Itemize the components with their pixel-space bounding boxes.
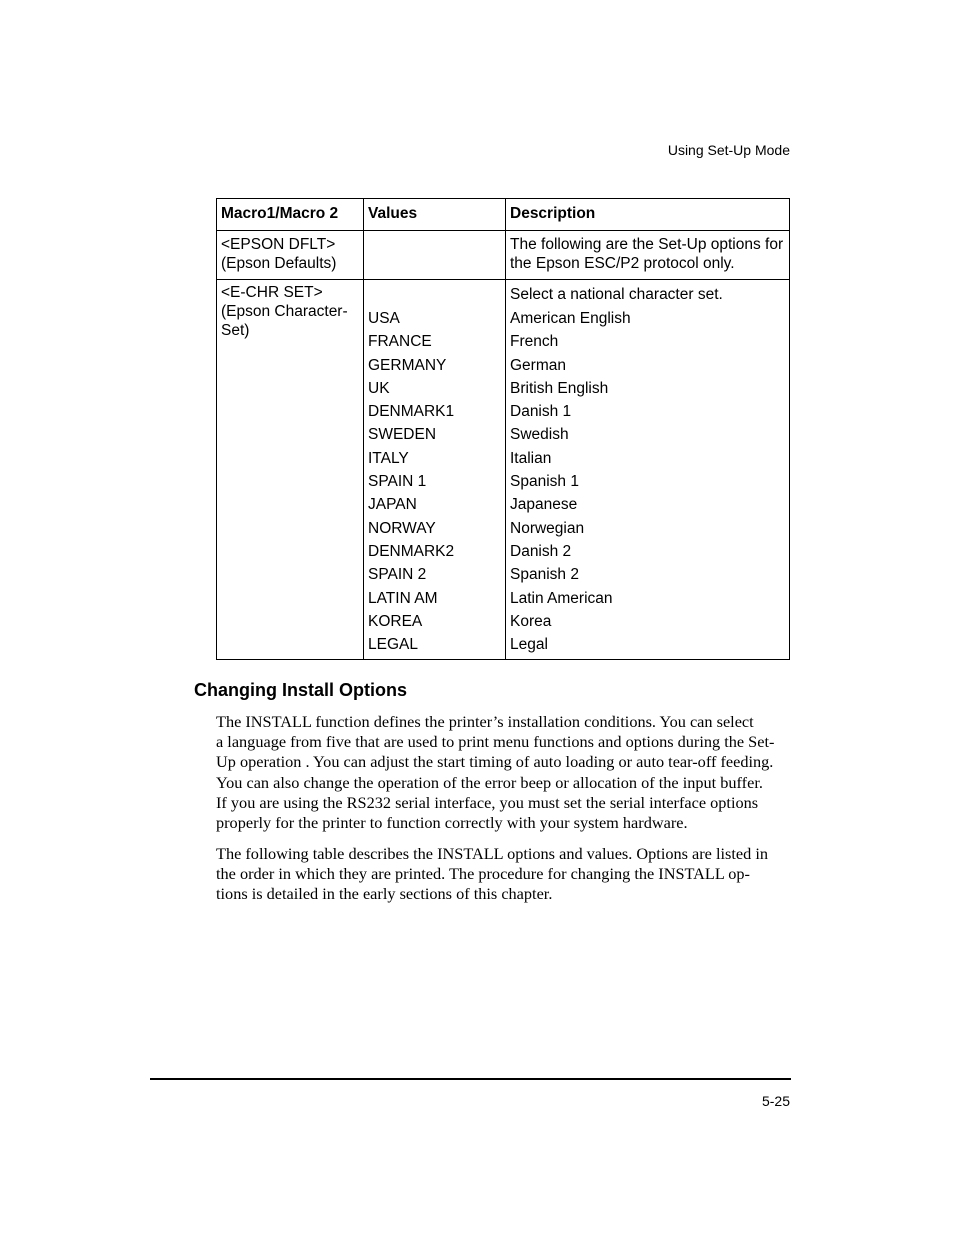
value-item: LATIN AM <box>368 589 438 607</box>
paragraph-line: tions is detailed in the early sections of this chapter. <box>216 884 553 904</box>
paragraph-line: The INSTALL function defines the printer’s installation conditions. You can select <box>216 712 754 731</box>
body-paragraph-install-table <box>216 844 792 905</box>
column-header-values: Values <box>364 199 506 231</box>
description-item: Korea <box>510 612 552 630</box>
value-item: GERMANY <box>368 356 447 374</box>
description-item: Swedish <box>510 426 569 444</box>
value-item: FRANCE <box>368 333 432 351</box>
value-item: SPAIN 2 <box>368 566 427 584</box>
macro-subtitle: (Epson Defaults) <box>221 255 337 272</box>
footer-rule <box>150 1078 791 1080</box>
description-item: American English <box>510 310 631 327</box>
table-row-epson-defaults <box>217 231 790 280</box>
value-item: USA <box>368 310 400 327</box>
running-header: Using Set-Up Mode <box>667 142 790 158</box>
description-item: Legal <box>510 636 548 654</box>
description-item: Italian <box>510 449 552 467</box>
paragraph-line: If you are using the RS232 serial interface, you must set the serial interface options <box>216 792 759 812</box>
values-spacer <box>368 283 501 307</box>
value-item: KOREA <box>368 612 423 630</box>
page-number: 5-25 <box>761 1093 790 1109</box>
body-paragraph-install-intro <box>216 712 792 833</box>
values-cell <box>364 280 506 660</box>
description-cell <box>506 280 790 660</box>
macro-subtitle: (Epson Character- <box>221 303 348 320</box>
value-item: DENMARK2 <box>368 542 455 560</box>
paragraph-line: the order in which they are printed. The procedure for changing the INSTALL op- <box>216 864 750 884</box>
value-item: JAPAN <box>368 496 417 514</box>
description-intro: Select a national character set. <box>510 286 723 303</box>
value-item: UK <box>368 379 390 397</box>
description-item: Danish 1 <box>510 403 572 421</box>
value-item: LEGAL <box>368 636 418 654</box>
description-item: Spanish 1 <box>510 473 579 491</box>
paragraph-line: properly for the printer to function correctly with your system hardware. <box>216 813 688 833</box>
description-item: Norwegian <box>510 519 585 537</box>
macro-cell <box>217 231 364 280</box>
value-item: DENMARK1 <box>368 403 455 421</box>
description-item: British English <box>510 379 609 397</box>
description-item: Japanese <box>510 496 578 514</box>
macro-subtitle: Set) <box>221 322 250 339</box>
value-item: SWEDEN <box>368 426 437 444</box>
description-item: Spanish 2 <box>510 566 579 584</box>
settings-table <box>216 198 790 660</box>
description-line: the Epson ESC/P2 protocol only. <box>510 255 735 272</box>
value-item: ITALY <box>368 449 409 467</box>
paragraph-line: Up operation . You can adjust the start timing of auto loading or auto tear-off feeding. <box>216 752 774 772</box>
description-line: The following are the Set-Up options for <box>510 236 784 253</box>
table-header-row <box>217 199 790 231</box>
description-cell <box>506 231 790 280</box>
description-item: French <box>510 333 559 351</box>
column-header-macro: Macro1/Macro 2 <box>217 199 364 231</box>
paragraph-line: The following table describes the INSTALL options and values. Options are listed in <box>216 844 768 863</box>
value-item: SPAIN 1 <box>368 473 427 491</box>
macro-cell <box>217 280 364 660</box>
paragraph-line: You can also change the operation of the error beep or allocation of the input buffer. <box>216 772 763 792</box>
description-item: Latin American <box>510 589 613 607</box>
value-item: NORWAY <box>368 519 436 537</box>
macro-name: <EPSON DFLT> <box>221 236 336 253</box>
column-header-description: Description <box>506 199 790 231</box>
section-heading: Changing Install Options <box>194 680 407 700</box>
description-item: German <box>510 356 566 374</box>
macro-name: <E-CHR SET> <box>221 284 323 301</box>
table-row-character-set <box>217 280 790 660</box>
values-cell <box>364 231 506 280</box>
description-item: Danish 2 <box>510 542 572 560</box>
paragraph-line: a language from five that are used to print menu functions and options during the Set- <box>216 732 775 752</box>
